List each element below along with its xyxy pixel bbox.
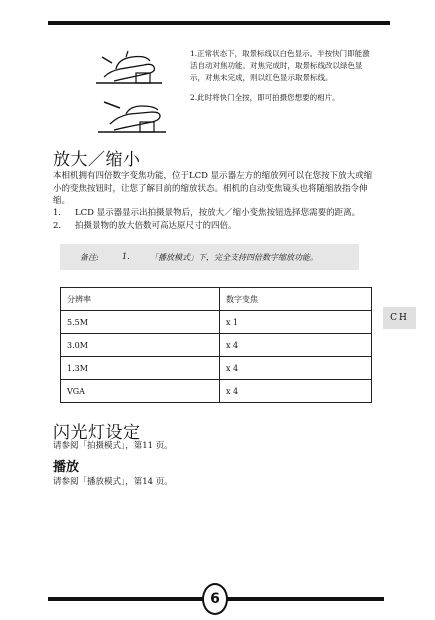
zoom-paragraph: 本相机拥有四倍数字变焦功能，位于LCD 显示器左方的缩放列可以在您按下放大或缩小的变焦按钮时，让您了解目前的缩放状态。相机的自动变焦镜头也将随缩放指令伸缩。 xyxy=(53,171,373,206)
table-header: 数字变焦 xyxy=(220,288,372,311)
top-rule xyxy=(48,21,390,25)
table-cell: 1.3M xyxy=(61,357,220,380)
note-1: 1.正常状态下，取景标线以白色显示。半按快门即能激活自动对焦功能。对焦完成时，取景标线改以绿色显示，对焦未完成，则以红色显示取景标线。 xyxy=(190,49,370,82)
flash-reference: 请参阅「拍摄模式」，第11 页。 xyxy=(53,441,173,451)
step-number: 1. xyxy=(53,208,62,218)
table-row xyxy=(61,357,372,380)
table-cell: 3.0M xyxy=(61,334,220,357)
page-number: 6 xyxy=(202,583,228,615)
table-cell: x 1 xyxy=(220,311,372,334)
table-header: 分辨率 xyxy=(61,288,220,311)
remark-label: 备注: xyxy=(80,253,99,262)
playback-reference: 请参阅「播放模式」，第14 页。 xyxy=(53,477,173,487)
table-row xyxy=(61,380,372,403)
note-2: 2.此时将快门全按，即可拍摄您想要的相片。 xyxy=(190,93,340,102)
shutter-full-press-illustration xyxy=(96,100,174,136)
playback-heading: 播放 xyxy=(53,460,80,475)
zoom-heading: 放大／缩小 xyxy=(53,150,141,170)
remark-number: 1. xyxy=(122,252,130,261)
flash-heading: 闪光灯设定 xyxy=(53,423,141,443)
table-header-row xyxy=(61,288,372,311)
step-number: 2. xyxy=(53,221,62,231)
table-cell: 5.5M xyxy=(61,311,220,334)
footer-rule-left xyxy=(48,597,204,601)
table-cell: x 4 xyxy=(220,380,372,403)
remark-text: 「播放模式」下，完全支持四倍数字缩放功能。 xyxy=(150,253,318,262)
language-tab: CH xyxy=(383,307,416,329)
table-row xyxy=(61,311,372,334)
table-row xyxy=(61,334,372,357)
remark-box xyxy=(60,244,359,270)
step-text: 拍摄景物的放大倍数可高达原尺寸的四倍。 xyxy=(75,221,237,231)
table-cell: x 4 xyxy=(220,334,372,357)
step-text: LCD 显示器显示出拍摄景物后，按放大／缩小变焦按钮选择您需要的距离。 xyxy=(75,208,361,218)
table-cell: x 4 xyxy=(220,357,372,380)
table-cell: VGA xyxy=(61,380,220,403)
zoom-step-1 xyxy=(53,207,383,220)
zoom-resolution-table xyxy=(60,287,372,403)
footer-rule-right xyxy=(226,597,384,601)
shutter-half-press-illustration xyxy=(92,47,170,87)
zoom-step-2 xyxy=(53,220,383,233)
